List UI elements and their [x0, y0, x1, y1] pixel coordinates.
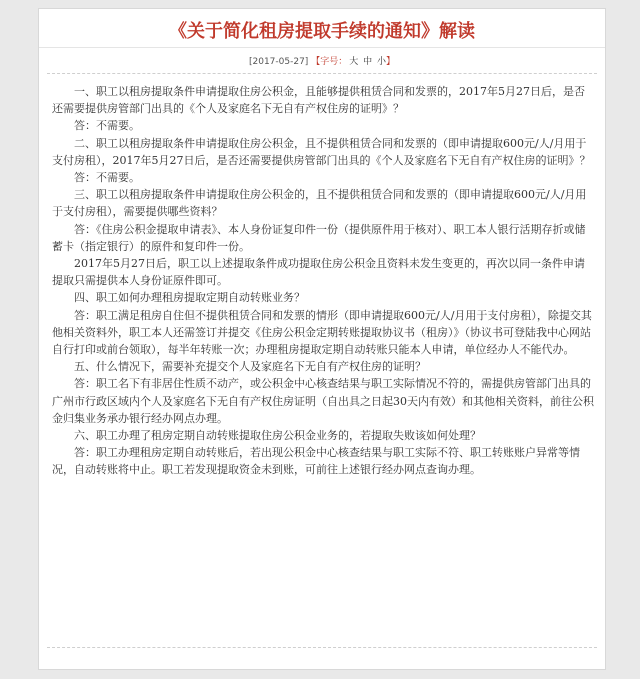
paragraph: 答：不需要。 [74, 171, 140, 185]
paragraph: 答：《住房公积金提取申请表》、本人身份证复印件一份（提供原件用于核对）、职工本人银行活期存折或储蓄卡（指定银行）的原件和复印件一份。 [52, 222, 586, 253]
paragraph: 2017年5月27日后，职工以上述提取条件成功提取住房公积金且资料未发生变更的，再次以同一条件申请提取只需提供本人身份证原件即可。 [52, 257, 585, 288]
paragraph: 答：不需要。 [74, 119, 140, 133]
article-title: 《关于简化租房提取手续的通知》解读 [169, 21, 475, 42]
article-panel [38, 8, 606, 670]
article-meta [39, 54, 605, 67]
paragraph: 答：职工办理租房定期自动转账后，若出现公积金中心核查结果与职工实际不符、职工转账账户异常等情况，自动转账将中止。职工若发现提取资金未到账，可前往上述银行经办网点查询办理。 [52, 446, 580, 477]
font-size-label: 【字号： [311, 57, 348, 67]
font-size-close: 】 [386, 57, 396, 67]
paragraph: 一、职工以租房提取条件申请提取住房公积金，且能够提供租赁合同和发票的，2017年5月27日后，是否还需要提供房管部门出具的《个人及家庭名下无自有产权住房的证明》？ [52, 85, 585, 116]
font-size-medium-link[interactable]: 中 [363, 57, 373, 67]
paragraph: 答：职工名下有非居住性质不动产，或公积金中心核查结果与职工实际情况不符的，需提供房管部门出具的广州市行政区域内个人及家庭名下无自有产权住房证明（自出具之日起30天内有效）和其他相关资料，前往公积金归集业务承办银行经办网点办理。 [52, 377, 594, 425]
bottom-divider [47, 647, 597, 649]
publish-date: [2017-05-27] [248, 57, 309, 67]
paragraph: 五、什么情况下，需要补充提交个人及家庭名下无自有产权住房的证明？ [74, 360, 426, 374]
paragraph: 六、职工办理了租房定期自动转账提取住房公积金业务的，若提取失败该如何处理？ [74, 429, 481, 443]
paragraph: 二、职工以租房提取条件申请提取住房公积金，且不提供租赁合同和发票的（即申请提取600元/人/月用于支付房租），2017年5月27日后，是否还需要提供房管部门出具的《个人及家庭名下无自有产权住房的证明》？ [52, 136, 591, 167]
article-body [52, 83, 594, 479]
font-size-large-link[interactable]: 大 [349, 57, 359, 67]
font-size-small-link[interactable]: 小 [376, 57, 386, 67]
paragraph: 三、职工以租房提取条件申请提取住房公积金的，且不提供租赁合同和发票的（即申请提取600元/人/月用于支付房租），需要提供哪些资料？ [52, 188, 587, 219]
paragraph: 答：职工满足租房自住但不提供租赁合同和发票的情形（即申请提取600元/人/月用于支付房租），除提交其他相关资料外，职工本人还需签订并提交《住房公积金定期转账提取协议书（租房）》（协议书可登陆我中心网站自行打印或前台领取），每半年转账一次；办理租房提取定期自动转账只能本人申请，单位经办人不能代办。 [52, 308, 592, 357]
meta-divider [47, 73, 597, 75]
paragraph: 四、职工如何办理租房提取定期自动转账业务？ [74, 291, 305, 305]
title-divider [39, 47, 605, 48]
